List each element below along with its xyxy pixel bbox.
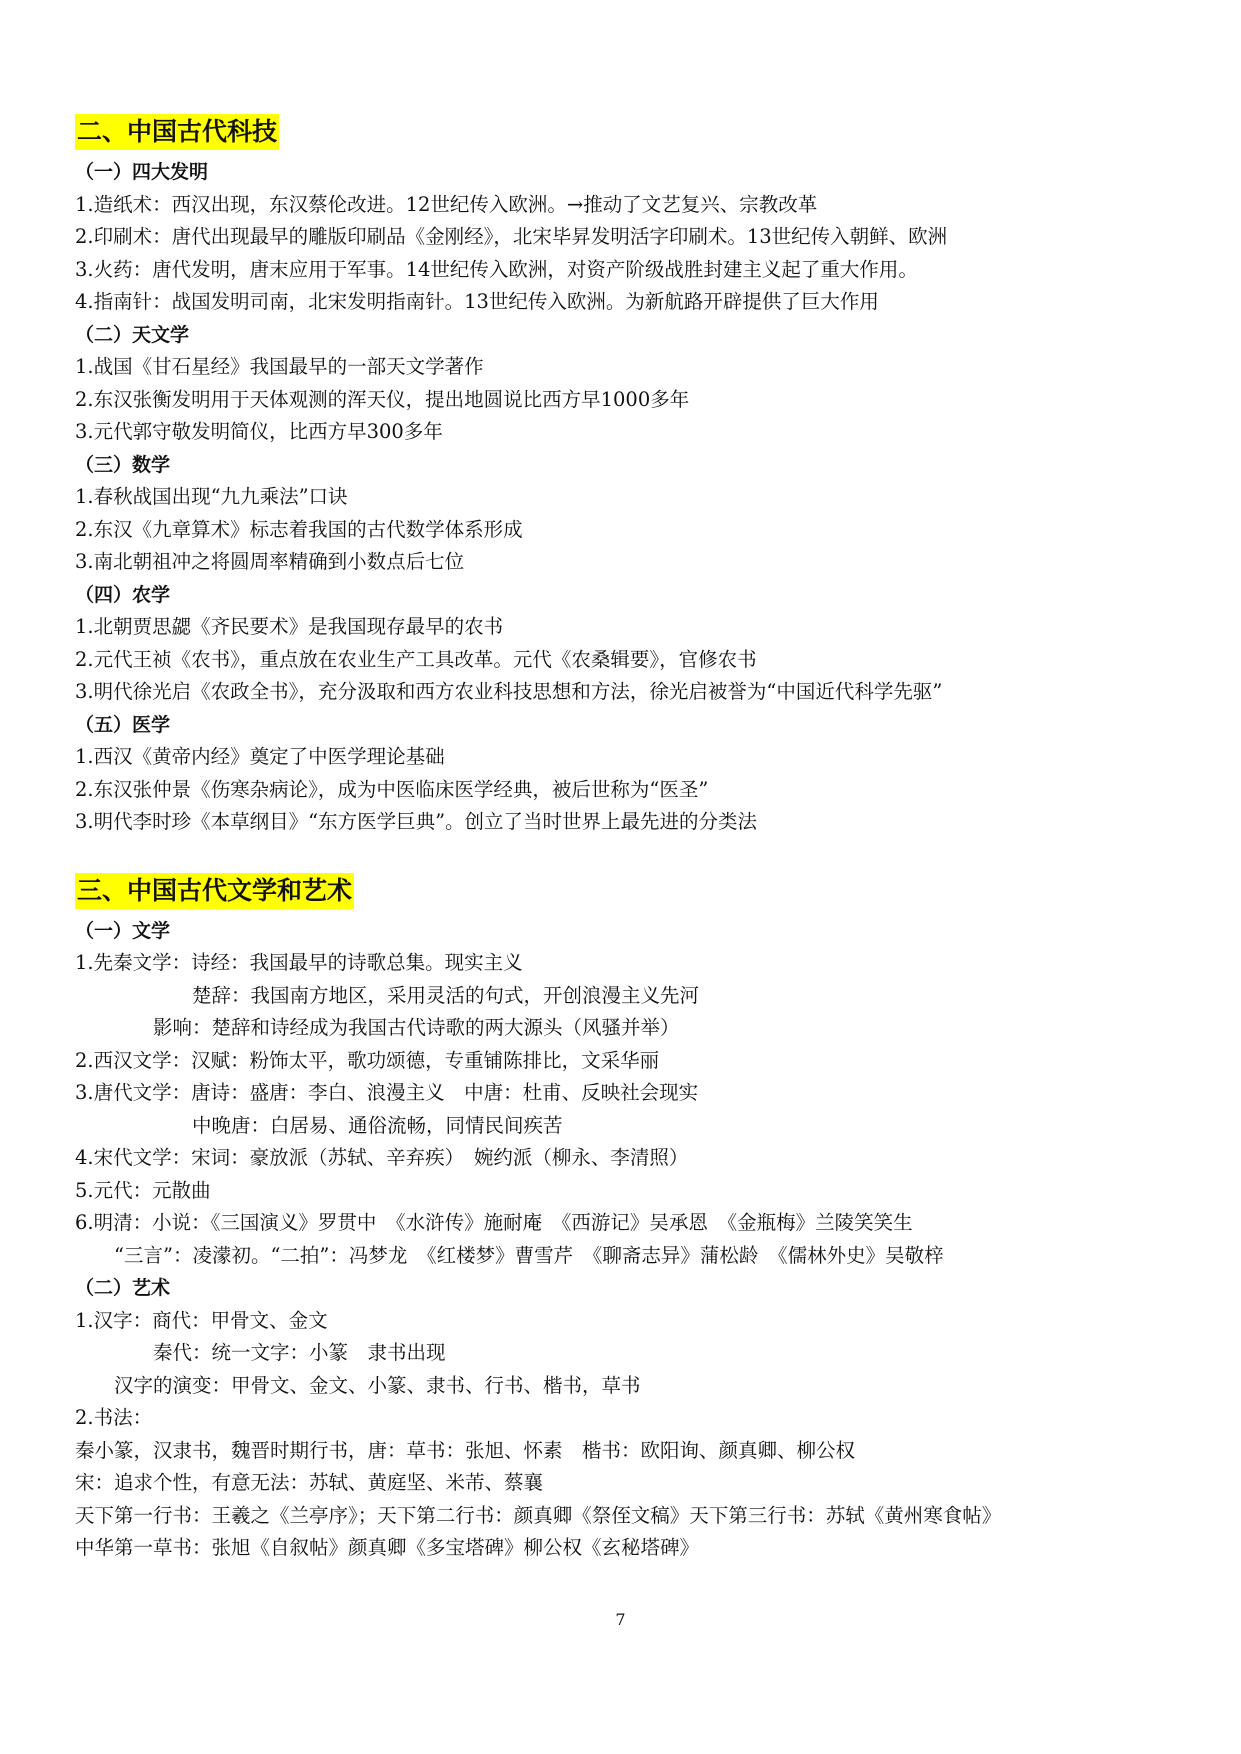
text-line: 宋：追求个性，有意无法：苏轼、黄庭坚、米芾、蔡襄 <box>75 1471 544 1494</box>
subsection-heading: （五）医学 <box>75 713 171 736</box>
text-line: “三言”：凌濛初。“二拍”：冯梦龙 《红楼梦》曹雪芹 《聊斋志异》蒲松龄 《儒林外史》吴敬梓 <box>75 1243 944 1267</box>
text-line: 4.指南针：战国发明司南，北宋发明指南针。13世纪传入欧洲。为新航路开辟提供了巨大作用 <box>75 290 879 313</box>
text-line: 2.东汉张衡发明用于天体观测的浑天仪，提出地圆说比西方早1000多年 <box>75 387 690 411</box>
text-line: 3.元代郭守敬发明简仪，比西方早300多年 <box>75 420 443 443</box>
subsection <box>75 1272 1175 1565</box>
subsection-heading: （二）天文学 <box>75 323 190 346</box>
text-line: 1.北朝贾思勰《齐民要术》是我国现存最早的农书 <box>75 615 504 638</box>
subsection <box>75 319 1175 449</box>
subsection <box>75 915 1175 1273</box>
text-line: 2.西汉文学：汉赋：粉饰太平，歌功颂德，专重铺陈排比，文采华丽 <box>75 1048 660 1072</box>
subsection <box>75 709 1175 839</box>
text-line: 中华第一草书：张旭《自叙帖》颜真卿《多宝塔碑》柳公权《玄秘塔碑》 <box>75 1536 700 1559</box>
text-line: 4.宋代文学：宋词：豪放派（苏轼、辛弃疾） 婉约派（柳永、李清照） <box>75 1146 689 1169</box>
document-page <box>75 110 1175 1565</box>
subsection <box>75 579 1175 709</box>
text-line: 5.元代：元散曲 <box>75 1178 211 1202</box>
text-line: 影响：楚辞和诗经成为我国古代诗歌的两大源头（风骚并举） <box>75 1016 680 1039</box>
text-line: 6.明清：小说：《三国演义》罗贯中 《水浒传》施耐庵 《西游记》吴承恩 《金瓶梅》兰陵笑笑生 <box>75 1211 913 1234</box>
text-line: 汉字的演变：甲骨文、金文、小篆、隶书、行书、楷书，草书 <box>75 1373 641 1397</box>
page-number: 7 <box>615 1610 626 1629</box>
text-line: 3.明代李时珍《本草纲目》“东方医学巨典”。创立了当时世界上最先进的分类法 <box>75 810 758 833</box>
text-line: 1.先秦文学：诗经：我国最早的诗歌总集。现实主义 <box>75 951 523 974</box>
subsection <box>75 449 1175 579</box>
section-title: 三、中国古代文学和艺术 <box>75 873 354 909</box>
section-title: 二、中国古代科技 <box>75 114 279 150</box>
text-line: 3.火药：唐代发明，唐末应用于军事。14世纪传入欧洲，对资产阶级战胜封建主义起了重大作用。 <box>75 257 918 281</box>
text-line: 中晚唐：白居易、通俗流畅，同情民间疾苦 <box>75 1113 563 1137</box>
text-line: 1.春秋战国出现“九九乘法”口诀 <box>75 485 348 508</box>
text-line: 2.元代王祯《农书》，重点放在农业生产工具改革。元代《农桑辑要》，官修农书 <box>75 647 757 671</box>
text-line: 秦代：统一文字：小篆 隶书出现 <box>75 1341 446 1364</box>
subsection-heading: （二）艺术 <box>75 1277 171 1299</box>
section-spacer <box>75 839 1175 869</box>
text-line: 天下第一行书：王羲之《兰亭序》；天下第二行书：颜真卿《祭侄文稿》天下第三行书：苏轼《黄州寒食帖》 <box>75 1503 1002 1527</box>
text-line: 秦小篆，汉隶书，魏晋时期行书，唐：草书：张旭、怀素 楷书：欧阳询、颜真卿、柳公权 <box>75 1438 856 1462</box>
subsection-heading: （一）四大发明 <box>75 161 209 183</box>
text-line: 1.战国《甘石星经》我国最早的一部天文学著作 <box>75 355 484 378</box>
subsection-heading: （一）文学 <box>75 919 171 942</box>
text-line: 3.明代徐光启《农政全书》，充分汲取和西方农业科技思想和方法，徐光启被誉为“中国近代科学先驱” <box>75 680 943 703</box>
text-line: 2.印刷术：唐代出现最早的雕版印刷品《金刚经》，北宋毕昇发明活字印刷术。13世纪传入朝鲜、欧洲 <box>75 225 948 248</box>
section <box>75 869 1175 1565</box>
text-line: 3.唐代文学：唐诗：盛唐：李白、浪漫主义 中唐：杜甫、反映社会现实 <box>75 1081 699 1104</box>
text-line: 2.书法： <box>75 1406 153 1429</box>
text-line: 2.东汉张仲景《伤寒杂病论》，成为中医临床医学经典，被后世称为“医圣” <box>75 777 709 801</box>
subsection-heading: （四）农学 <box>75 583 171 606</box>
text-line: 1.造纸术：西汉出现，东汉蔡伦改进。12世纪传入欧洲。→推动了文艺复兴、宗教改革 <box>75 192 818 216</box>
text-line: 楚辞：我国南方地区，采用灵活的句式，开创浪漫主义先河 <box>75 983 700 1007</box>
section <box>75 110 1175 839</box>
subsection-heading: （三）数学 <box>75 453 171 476</box>
text-line: 2.东汉《九章算术》标志着我国的古代数学体系形成 <box>75 517 523 541</box>
text-line: 3.南北朝祖冲之将圆周率精确到小数点后七位 <box>75 550 465 573</box>
text-line: 1.西汉《黄帝内经》奠定了中医学理论基础 <box>75 745 445 768</box>
subsection <box>75 156 1175 319</box>
text-line: 1.汉字：商代：甲骨文、金文 <box>75 1308 328 1332</box>
